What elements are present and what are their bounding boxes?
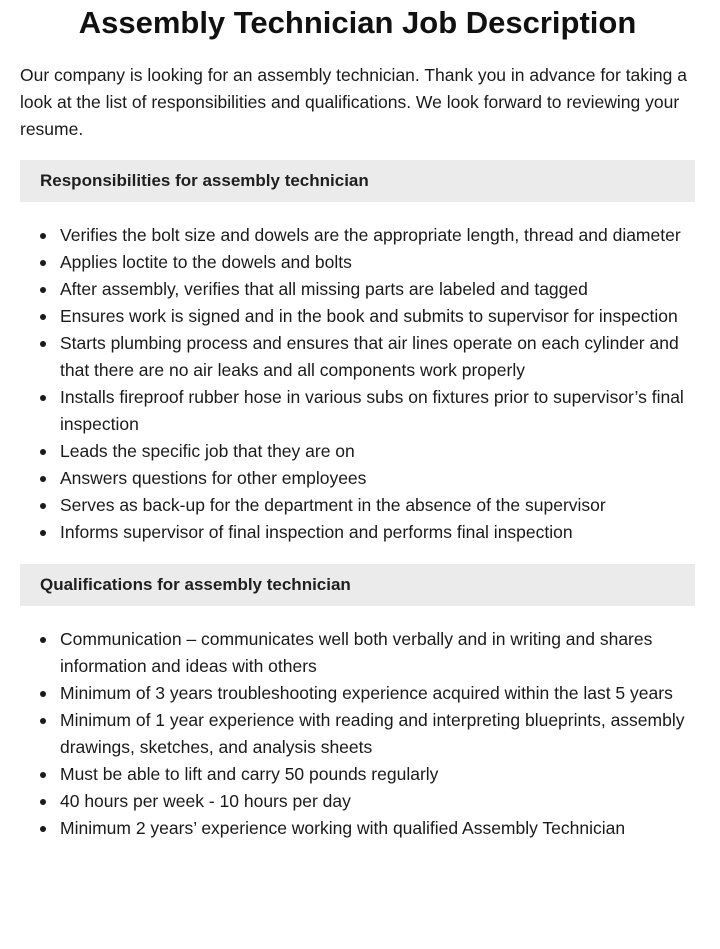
qualifications-heading: Qualifications for assembly technician (20, 564, 695, 606)
responsibility-item: Installs fireproof rubber hose in various subs on fixtures prior to supervisor’s final inspection (60, 384, 695, 438)
qualification-item: Minimum 2 years’ experience working with qualified Assembly Technician (60, 815, 695, 842)
responsibilities-heading: Responsibilities for assembly technician (20, 160, 695, 202)
responsibility-item: After assembly, verifies that all missing parts are labeled and tagged (60, 276, 695, 303)
responsibility-item: Applies loctite to the dowels and bolts (60, 249, 695, 276)
responsibility-item: Leads the specific job that they are on (60, 438, 695, 465)
qualification-item: Minimum of 1 year experience with reading and interpreting blueprints, assembly drawings, sketches, and analysis sheets (60, 707, 695, 761)
qualification-item: 40 hours per week - 10 hours per day (60, 788, 695, 815)
qualification-item: Must be able to lift and carry 50 pounds regularly (60, 761, 695, 788)
intro-paragraph: Our company is looking for an assembly technician. Thank you in advance for taking a look at the list of responsibilities and qualifications. We look forward to reviewing your resume. (20, 65, 687, 139)
responsibility-item: Starts plumbing process and ensures that air lines operate on each cylinder and that there are no air leaks and all components work properly (60, 330, 695, 384)
responsibility-item: Verifies the bolt size and dowels are the appropriate length, thread and diameter (60, 222, 695, 249)
responsibilities-list (20, 222, 695, 546)
qualification-item: Communication – communicates well both verbally and in writing and shares information and ideas with others (60, 626, 695, 680)
responsibility-item: Answers questions for other employees (60, 465, 695, 492)
responsibility-item: Ensures work is signed and in the book and submits to supervisor for inspection (60, 303, 695, 330)
responsibility-item: Serves as back-up for the department in the absence of the supervisor (60, 492, 695, 519)
responsibility-item: Informs supervisor of final inspection and performs final inspection (60, 519, 695, 546)
qualification-item: Minimum of 3 years troubleshooting experience acquired within the last 5 years (60, 680, 695, 707)
qualifications-list (20, 626, 695, 842)
page-title: Assembly Technician Job Description (78, 5, 637, 40)
